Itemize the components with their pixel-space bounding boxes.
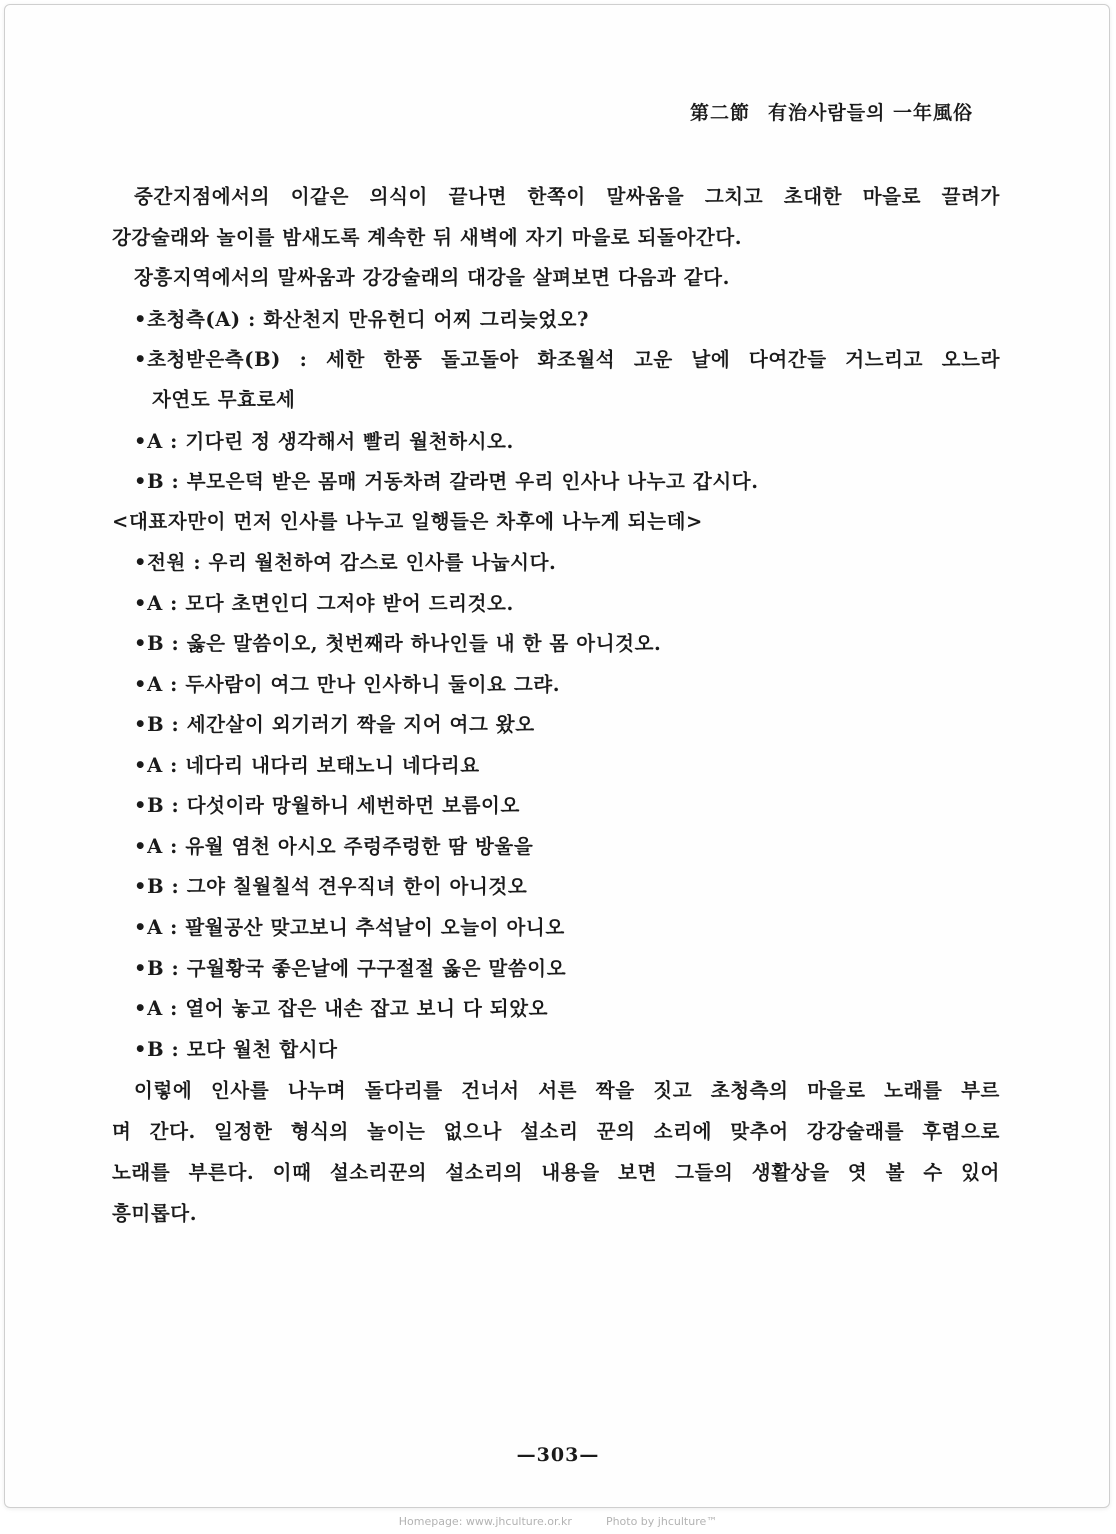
dialogue-line: •A : 두사람이 여그 만나 인사하니 둘이요 그랴. [134, 673, 561, 696]
paragraph-line: 장흥지역에서의 말싸움과 강강술래의 대강을 살펴보면 다음과 같다. [134, 266, 730, 289]
page-number: —303— [516, 1444, 600, 1466]
photo-credit: Photo by jhculture™ [605, 1515, 718, 1528]
dialogue-line: •A : 팔월공산 맞고보니 추석날이 오늘이 아니오 [134, 916, 565, 939]
paragraph-line: 강강술래와 놀이를 밤새도록 계속한 뒤 새벽에 자기 마을로 되돌아간다. [112, 226, 743, 249]
section-label: 第二節 [690, 102, 751, 124]
dialogue-line: •전원 : 우리 월천하여 감스로 인사를 나눕시다. [134, 551, 557, 574]
dialogue-line: •B : 옳은 말씀이오, 첫번째라 하나인들 내 한 몸 아니것오. [134, 632, 662, 655]
closing-line: 노래를 부른다. 이때 설소리꾼의 설소리의 내용을 보면 그들의 생활상을 엿 볼 수 있어 [112, 1161, 1000, 1184]
dialogue-line: 자연도 무효로세 [152, 388, 296, 411]
paragraph-line: 중간지점에서의 이같은 의식이 끝나면 한쪽이 말싸움을 그치고 초대한 마을로 끌려가 [134, 185, 1000, 208]
dialogue-line: •초청받은측(B) : 세한 한풍 돌고돌아 화조월석 고운 날에 다여간들 거느리고 오느라 [134, 348, 1000, 371]
chapter-title: 有治사람들의 一年風俗 [768, 102, 974, 124]
homepage-credit: Homepage: www.jhculture.or.kr [398, 1515, 572, 1528]
dialogue-line: •B : 구월황국 좋은날에 구구절절 옳은 말씀이오 [134, 957, 567, 980]
photo-credit-footer [0, 1515, 1116, 1528]
closing-line: 이렇에 인사를 나누며 돌다리를 건너서 서른 짝을 짓고 초청측의 마을로 노래를 부르 [134, 1079, 1000, 1102]
dialogue-line: •B : 다섯이라 망월하니 세번하먼 보름이오 [134, 794, 520, 817]
dialogue-line: •B : 모다 월천 합시다 [134, 1038, 338, 1061]
closing-line: 며 간다. 일정한 형식의 놀이는 없으나 설소리 꾼의 소리에 맞추어 강강술래를 후렴으로 [112, 1120, 1000, 1143]
dialogue-line: •A : 유월 염천 아시오 주렁주렁한 땀 방울을 [134, 835, 534, 858]
dialogue-line: •A : 모다 초면인디 그저야 받어 드리것오. [134, 592, 514, 615]
dialogue-line: •B : 부모은덕 받은 몸매 거동차려 갈라면 우리 인사나 나누고 갑시다. [134, 470, 759, 493]
dialogue-line: •초청측(A) : 화산천지 만유헌디 어찌 그리늦었오? [134, 308, 590, 331]
dialogue-line: •A : 열어 놓고 잡은 내손 잡고 보니 다 되았오 [134, 997, 549, 1020]
dialogue-line: •B : 그야 칠월칠석 견우직녀 한이 아니것오 [134, 875, 528, 898]
stage-note: <대표자만이 먼저 인사를 나누고 일행들은 차후에 나누게 되는데> [112, 510, 703, 533]
dialogue-line: •A : 기다린 정 생각해서 빨리 월천하시오. [134, 430, 514, 453]
closing-line: 흥미롭다. [112, 1202, 198, 1225]
dialogue-line: •B : 세간살이 외기러기 짝을 지어 여그 왔오 [134, 713, 535, 736]
running-header [690, 98, 973, 125]
dialogue-line: •A : 네다리 내다리 보태노니 네다리요 [134, 754, 480, 777]
